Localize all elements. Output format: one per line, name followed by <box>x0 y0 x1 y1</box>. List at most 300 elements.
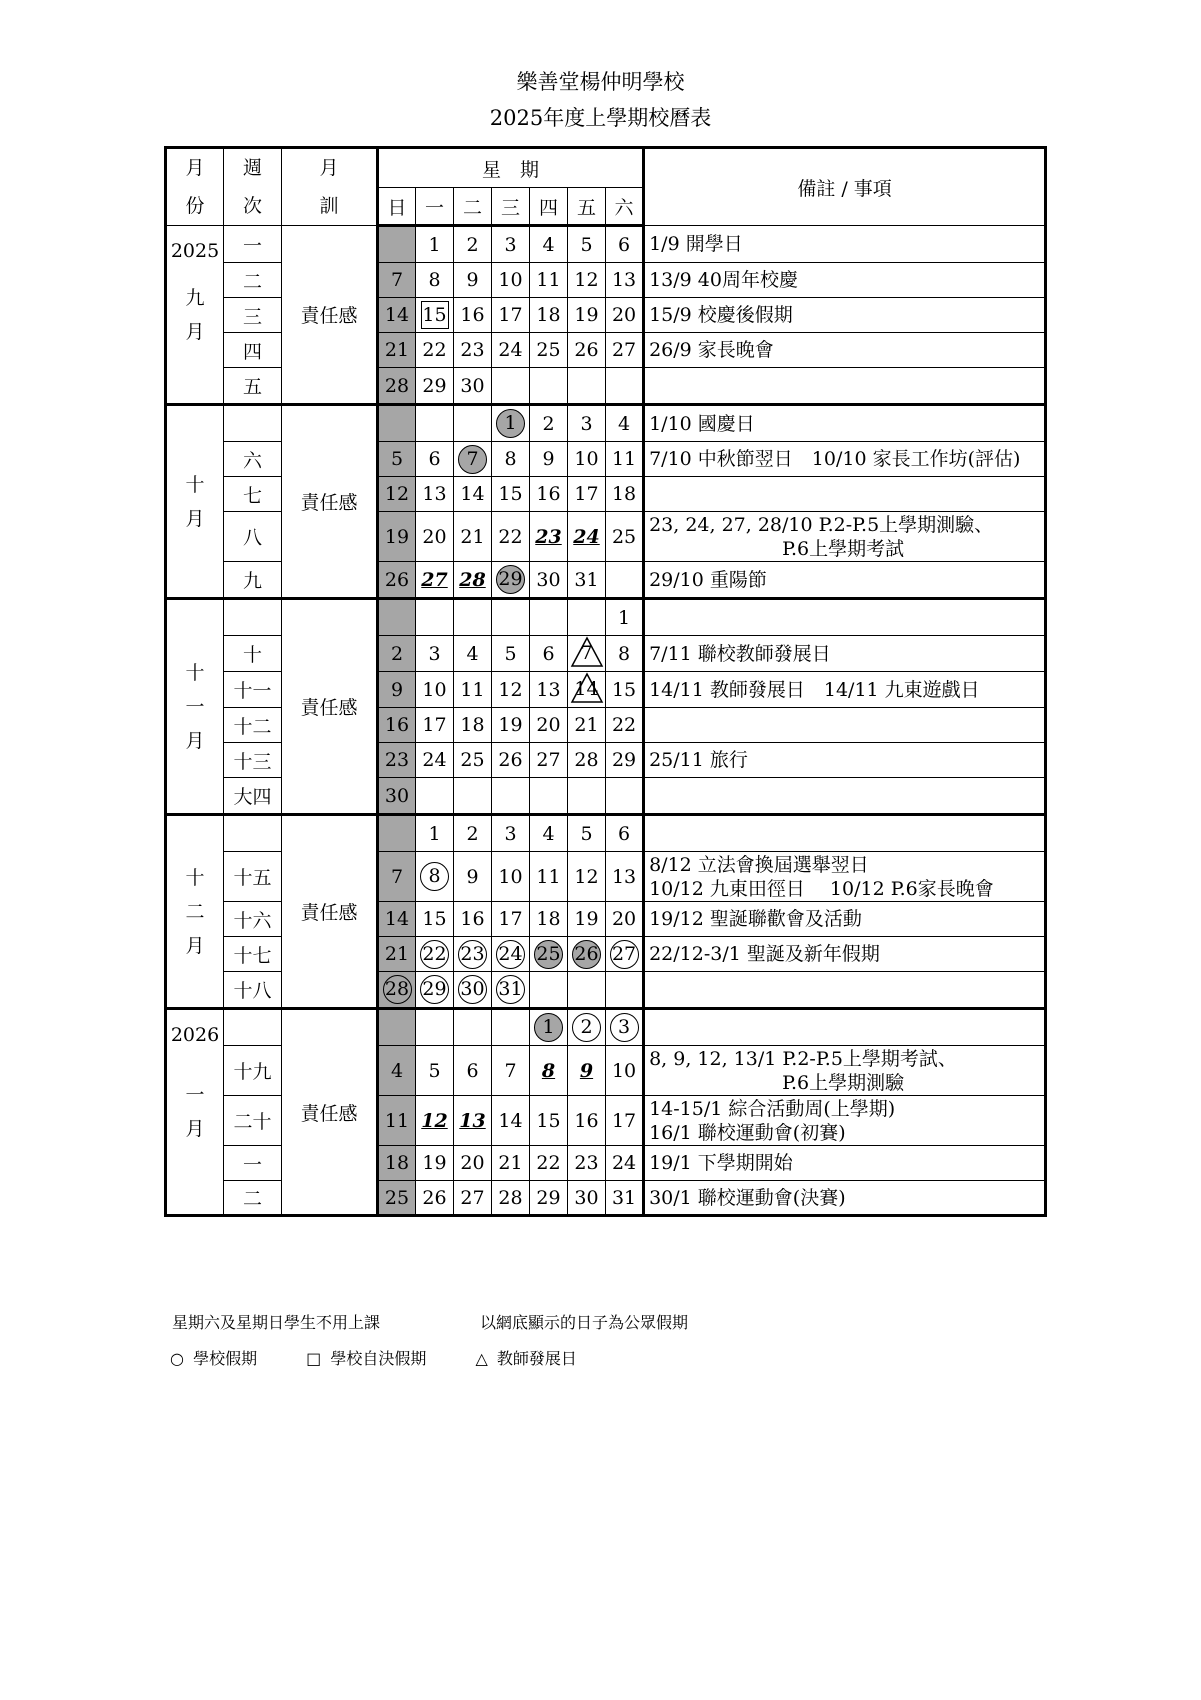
day-cell <box>454 972 492 1009</box>
day-number: 26 <box>384 568 410 591</box>
day-cell <box>606 599 644 636</box>
day-cell <box>416 815 454 852</box>
header-week-l1: 週 <box>242 157 262 179</box>
triangle-icon: △ <box>475 1349 488 1368</box>
remark-cell <box>644 562 1046 599</box>
holiday-circle-day: 8 <box>420 862 449 891</box>
day-number: 20 <box>536 714 561 736</box>
remark-cell <box>644 1046 1046 1096</box>
day-cell <box>416 743 454 778</box>
holiday-circle-day: 31 <box>496 975 525 1004</box>
day-cell <box>416 708 454 743</box>
holiday-circle-day: 3 <box>610 1013 639 1042</box>
day-cell <box>378 442 416 477</box>
day-number: 18 <box>460 714 485 736</box>
day-number <box>380 227 414 257</box>
day-cell <box>606 562 644 599</box>
day-number: 19 <box>384 525 410 548</box>
day-number: 21 <box>574 714 599 736</box>
day-cell <box>416 937 454 972</box>
day-number: 10 <box>422 678 447 701</box>
day-cell <box>492 368 530 405</box>
holiday-circle-day: 28 <box>383 975 412 1004</box>
day-number <box>494 1010 528 1040</box>
remark-cell <box>644 672 1046 708</box>
day-cell <box>378 1046 416 1096</box>
remark-line: 13/9 40周年校慶 <box>649 269 798 291</box>
school-name: 樂善堂楊仲明學校 <box>516 70 685 94</box>
day-cell <box>568 368 606 405</box>
day-cell <box>606 333 644 368</box>
day-number: 6 <box>542 642 555 665</box>
day-cell <box>454 815 492 852</box>
day-cell <box>492 599 530 636</box>
day-cell <box>530 972 568 1009</box>
day-number: 22 <box>611 714 637 736</box>
day-number: 10 <box>498 269 523 291</box>
day-cell <box>492 708 530 743</box>
day-cell <box>378 636 416 672</box>
week-number: 二十 <box>224 1096 282 1146</box>
day-cell <box>454 1146 492 1181</box>
day-number: 4 <box>390 1059 404 1082</box>
day-number: 16 <box>460 304 485 326</box>
day-cell <box>492 1181 530 1216</box>
day-number: 15 <box>536 1109 561 1132</box>
day-number: 26 <box>422 1186 447 1209</box>
remark-cell <box>644 599 1046 636</box>
square-icon: □ <box>306 1349 322 1368</box>
day-number: 8 <box>617 642 631 665</box>
remark-cell <box>644 477 1046 512</box>
day-number: 29 <box>536 1186 561 1209</box>
day-cell <box>378 672 416 708</box>
month-char: 月 <box>185 934 205 957</box>
day-cell <box>606 512 644 562</box>
day-cell <box>454 405 492 442</box>
legend-note-shaded: 以網底顯示的日子為公眾假期 <box>480 1313 689 1332</box>
day-cell <box>568 512 606 562</box>
day-cell <box>454 562 492 599</box>
day-cell <box>378 972 416 1009</box>
day-number: 11 <box>611 448 637 470</box>
day-number: 2 <box>466 233 479 256</box>
day-number: 21 <box>384 943 410 965</box>
day-cell <box>416 226 454 263</box>
month-motto: 責任感 <box>282 599 378 815</box>
week-number: 五 <box>224 368 282 405</box>
day-cell <box>378 562 416 599</box>
day-number: 14 <box>574 678 599 700</box>
day-cell <box>530 226 568 263</box>
day-number: 21 <box>384 339 410 361</box>
remark-line: P.6上學期考試 <box>649 537 905 560</box>
day-number: 24 <box>611 1152 637 1174</box>
header-month <box>166 148 224 226</box>
day-number: 15 <box>611 678 637 701</box>
day-number: 6 <box>617 233 631 256</box>
day-number: 25 <box>611 525 637 548</box>
day-cell <box>568 562 606 599</box>
month-char: 十 <box>185 866 205 889</box>
day-number <box>418 406 452 436</box>
remark-line: 8/12 立法會換屆選舉翌日 <box>649 853 869 876</box>
school-calendar-table <box>164 146 1047 1217</box>
remark-line: 19/1 下學期開始 <box>649 1152 793 1174</box>
staff-dev-day <box>570 636 604 666</box>
day-number: 30 <box>536 568 561 591</box>
day-cell <box>454 1009 492 1046</box>
day-number: 22 <box>536 1152 561 1174</box>
day-number: 15 <box>422 908 447 930</box>
day-cell <box>416 1009 454 1046</box>
day-cell <box>606 298 644 333</box>
day-number: 6 <box>466 1059 479 1082</box>
day-cell <box>568 743 606 778</box>
day-cell <box>606 1146 644 1181</box>
weekday-tue: 二 <box>454 188 492 226</box>
day-number <box>532 972 566 1002</box>
day-cell <box>378 902 416 937</box>
remark-line: 14-15/1 綜合活動周(上學期) <box>649 1097 896 1120</box>
day-cell <box>568 442 606 477</box>
remark-cell <box>644 333 1046 368</box>
day-cell <box>378 937 416 972</box>
day-cell <box>492 972 530 1009</box>
day-number <box>532 600 566 630</box>
day-cell <box>378 333 416 368</box>
day-number: 5 <box>580 822 593 845</box>
day-cell <box>454 937 492 972</box>
day-cell <box>416 902 454 937</box>
day-number: 21 <box>460 525 485 548</box>
day-number: 4 <box>542 233 555 256</box>
day-number: 20 <box>422 525 447 548</box>
day-number: 1 <box>428 233 441 256</box>
day-cell <box>568 815 606 852</box>
day-cell <box>416 1146 454 1181</box>
day-number: 31 <box>574 568 599 591</box>
day-cell <box>378 743 416 778</box>
month-char: 月 <box>185 507 205 530</box>
day-number: 11 <box>460 678 485 701</box>
week-number: 三 <box>224 298 282 333</box>
day-cell <box>492 1046 530 1096</box>
day-number: 20 <box>460 1152 485 1174</box>
week-number <box>224 599 282 636</box>
day-number <box>494 368 528 398</box>
exam-day: 12 <box>421 1109 448 1132</box>
day-cell <box>454 708 492 743</box>
day-cell <box>492 226 530 263</box>
remark-cell <box>644 708 1046 743</box>
day-cell <box>454 1096 492 1146</box>
exam-day: 28 <box>459 568 486 591</box>
day-number: 13 <box>536 678 561 701</box>
day-cell <box>568 333 606 368</box>
day-cell <box>378 599 416 636</box>
day-number <box>380 816 414 846</box>
day-number: 24 <box>422 749 447 771</box>
remark-cell <box>644 852 1046 902</box>
day-cell <box>530 562 568 599</box>
holiday-circle-day: 30 <box>458 975 487 1004</box>
day-cell <box>378 298 416 333</box>
day-number: 5 <box>428 1059 441 1082</box>
day-number: 3 <box>504 233 517 256</box>
day-number: 10 <box>574 448 599 470</box>
day-cell <box>454 672 492 708</box>
day-cell <box>606 778 644 815</box>
day-cell <box>606 743 644 778</box>
day-cell <box>530 778 568 815</box>
day-number <box>380 406 414 436</box>
day-number: 19 <box>422 1152 447 1174</box>
day-cell <box>606 1046 644 1096</box>
day-number: 19 <box>498 714 523 736</box>
holiday-circle-day: 7 <box>458 445 487 474</box>
day-number: 17 <box>422 714 447 736</box>
day-cell <box>416 263 454 298</box>
month-char: 月 <box>185 729 205 752</box>
day-cell <box>492 852 530 902</box>
remark-line: 7/11 聯校教師發展日 <box>649 642 831 665</box>
day-number <box>607 562 641 592</box>
day-cell <box>454 298 492 333</box>
day-number: 14 <box>384 304 410 326</box>
day-number <box>570 600 604 630</box>
day-number: 11 <box>536 269 561 291</box>
day-cell <box>606 636 644 672</box>
day-number: 13 <box>611 269 637 291</box>
day-cell <box>492 333 530 368</box>
day-cell <box>416 405 454 442</box>
month-char: 一 <box>185 695 205 718</box>
day-number: 9 <box>466 865 479 888</box>
day-cell <box>454 852 492 902</box>
day-cell <box>492 298 530 333</box>
week-number: 十 <box>224 636 282 672</box>
week-row <box>166 599 1046 636</box>
holiday-circle-day: 22 <box>420 940 449 969</box>
month-label <box>166 1009 224 1216</box>
day-number: 1 <box>617 606 631 629</box>
day-number: 13 <box>611 865 637 888</box>
calendar-title: 2025年度上學期校曆表 <box>489 106 712 130</box>
remark-line: 23, 24, 27, 28/10 P.2-P.5上學期測驗、 <box>649 513 994 536</box>
week-number: 八 <box>224 512 282 562</box>
header-weekday-group: 星 期 <box>378 148 644 188</box>
day-number: 26 <box>498 749 523 771</box>
day-cell <box>606 937 644 972</box>
day-number: 8 <box>428 269 441 291</box>
day-cell <box>416 972 454 1009</box>
day-cell <box>606 477 644 512</box>
day-cell <box>492 815 530 852</box>
day-cell <box>492 636 530 672</box>
week-number: 二 <box>224 1181 282 1216</box>
day-number: 2 <box>466 822 479 845</box>
day-cell <box>530 599 568 636</box>
day-number: 28 <box>498 1186 523 1209</box>
day-cell <box>530 442 568 477</box>
day-cell <box>492 937 530 972</box>
day-number: 8 <box>504 448 517 470</box>
day-number: 4 <box>617 412 631 435</box>
remark-cell <box>644 743 1046 778</box>
day-number: 16 <box>460 908 485 930</box>
day-cell <box>492 263 530 298</box>
month-char: 十 <box>185 473 205 496</box>
day-number: 27 <box>460 1186 485 1209</box>
day-number <box>570 778 604 808</box>
day-cell <box>416 1046 454 1096</box>
remark-line: 14/11 教師發展日 14/11 九東遊戲日 <box>649 678 980 701</box>
day-cell <box>568 778 606 815</box>
day-number: 17 <box>574 483 599 505</box>
week-row <box>166 405 1046 442</box>
remark-cell <box>644 405 1046 442</box>
remark-cell <box>644 1009 1046 1046</box>
header-month-l1: 月 <box>185 157 205 179</box>
day-cell <box>454 263 492 298</box>
day-cell <box>530 937 568 972</box>
week-number <box>224 405 282 442</box>
day-number: 30 <box>384 784 410 807</box>
day-number: 5 <box>504 642 517 665</box>
day-cell <box>378 708 416 743</box>
day-cell <box>416 852 454 902</box>
day-cell <box>568 298 606 333</box>
header-motto-l1: 月 <box>319 157 339 179</box>
day-cell <box>530 263 568 298</box>
holiday-circle-day: 29 <box>420 975 449 1004</box>
remark-cell <box>644 512 1046 562</box>
day-number: 9 <box>466 269 479 291</box>
day-cell <box>492 778 530 815</box>
day-number <box>418 1010 452 1040</box>
weekday-sun: 日 <box>378 188 416 226</box>
day-number: 5 <box>580 233 593 256</box>
day-cell <box>416 1096 454 1146</box>
day-number <box>494 600 528 630</box>
day-cell <box>568 1181 606 1216</box>
day-cell <box>568 599 606 636</box>
remark-line: 1/10 國慶日 <box>649 412 755 435</box>
day-number: 14 <box>460 483 485 505</box>
day-number: 7 <box>504 1059 517 1082</box>
week-number: 十八 <box>224 972 282 1009</box>
week-number: 一 <box>224 1146 282 1181</box>
day-cell <box>378 512 416 562</box>
day-cell <box>606 405 644 442</box>
day-cell <box>454 902 492 937</box>
day-cell <box>492 562 530 599</box>
day-number: 22 <box>498 525 523 548</box>
remark-cell <box>644 226 1046 263</box>
day-number: 21 <box>498 1152 523 1174</box>
month-motto: 責任感 <box>282 405 378 599</box>
week-row <box>166 1009 1046 1046</box>
weekday-fri: 五 <box>568 188 606 226</box>
month-label <box>166 599 224 815</box>
day-cell <box>568 902 606 937</box>
day-number: 19 <box>574 908 599 930</box>
day-number <box>380 1010 414 1040</box>
day-number: 12 <box>574 865 599 888</box>
week-number: 十七 <box>224 937 282 972</box>
day-cell <box>606 1181 644 1216</box>
day-number: 18 <box>536 304 561 326</box>
day-cell <box>416 672 454 708</box>
week-number: 十二 <box>224 708 282 743</box>
week-number: 四 <box>224 333 282 368</box>
day-cell <box>416 477 454 512</box>
weekday-mon: 一 <box>416 188 454 226</box>
day-number: 26 <box>574 339 599 361</box>
day-cell <box>530 708 568 743</box>
month-motto: 責任感 <box>282 1009 378 1216</box>
day-cell <box>530 852 568 902</box>
day-number: 6 <box>617 822 631 845</box>
day-cell <box>378 477 416 512</box>
week-number: 二 <box>224 263 282 298</box>
month-char: 十 <box>185 661 205 684</box>
day-number: 25 <box>460 749 485 771</box>
day-cell <box>454 599 492 636</box>
day-cell <box>378 263 416 298</box>
day-number <box>570 368 604 398</box>
remark-line: 15/9 校慶後假期 <box>649 304 793 326</box>
holiday-circle-day: 24 <box>496 940 525 969</box>
day-cell <box>492 1146 530 1181</box>
day-cell <box>416 442 454 477</box>
remark-cell <box>644 972 1046 1009</box>
remark-cell <box>644 1181 1046 1216</box>
day-cell <box>492 477 530 512</box>
day-number <box>570 972 604 1002</box>
day-cell <box>492 512 530 562</box>
day-number: 30 <box>574 1186 599 1209</box>
day-cell <box>568 972 606 1009</box>
day-cell <box>568 672 606 708</box>
month-motto: 責任感 <box>282 815 378 1009</box>
remark-cell <box>644 1146 1046 1181</box>
week-number: 十五 <box>224 852 282 902</box>
day-cell <box>530 815 568 852</box>
day-cell <box>530 477 568 512</box>
day-number: 12 <box>574 269 599 291</box>
remark-line: 16/1 聯校運動會(初賽) <box>649 1121 846 1144</box>
day-cell <box>568 477 606 512</box>
day-cell <box>492 1009 530 1046</box>
day-cell <box>568 263 606 298</box>
day-number: 15 <box>498 483 523 505</box>
day-cell <box>492 1096 530 1146</box>
day-number <box>532 778 566 808</box>
day-cell <box>454 778 492 815</box>
exam-day: 27 <box>421 568 448 591</box>
remark-line: 30/1 聯校運動會(決賽) <box>649 1186 846 1209</box>
day-number: 3 <box>504 822 517 845</box>
day-number <box>607 972 641 1002</box>
day-cell <box>454 1181 492 1216</box>
header-motto-l2: 訓 <box>319 195 339 217</box>
day-cell <box>454 636 492 672</box>
exam-day: 24 <box>573 525 600 548</box>
legend-note-weekend: 星期六及星期日學生不用上課 <box>172 1313 381 1332</box>
weekday-thu: 四 <box>530 188 568 226</box>
